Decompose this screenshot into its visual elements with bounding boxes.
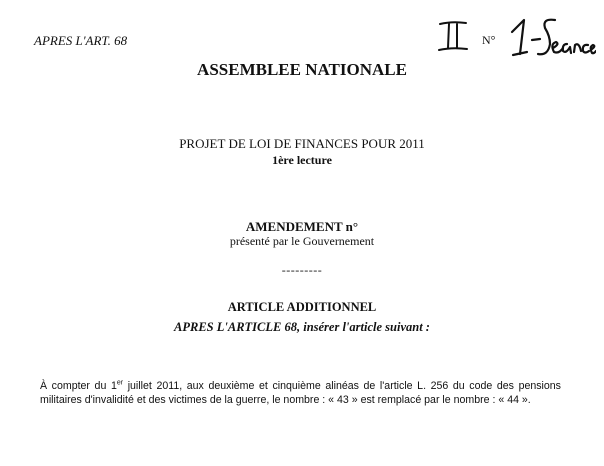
article-instruction: APRES L'ARTICLE 68, insérer l'article suivant : — [174, 320, 430, 334]
number-label: N° — [482, 33, 496, 47]
presented-by: présenté par le Gouvernement — [229, 234, 375, 248]
bill-title: PROJET DE LOI DE FINANCES POUR 2011 — [179, 136, 425, 151]
article-reference: APRES L'ART. 68 — [34, 33, 128, 48]
reading-label: 1ère lecture — [272, 153, 332, 167]
article-title: ARTICLE ADDITIONNEL — [227, 300, 377, 314]
assembly-title: ASSEMBLEE NATIONALE — [197, 60, 407, 79]
amendment-body — [40, 379, 561, 407]
body-text-rest: juillet 2011, aux deuxième et cinquième alinéas de l'article L. 256 du code des pensions militaires d'invalidité et des victimes de la guerre, le nombre : « 43 » est remplacé par le nombre : « 44 ». — [40, 380, 561, 406]
body-text-start: À compter du 1 — [40, 380, 117, 392]
section-separator: --------- — [281, 263, 323, 277]
amendment-title: AMENDEMENT n° — [245, 219, 359, 234]
handwritten-annotation — [436, 14, 596, 60]
ordinal-superscript: er — [116, 379, 124, 387]
